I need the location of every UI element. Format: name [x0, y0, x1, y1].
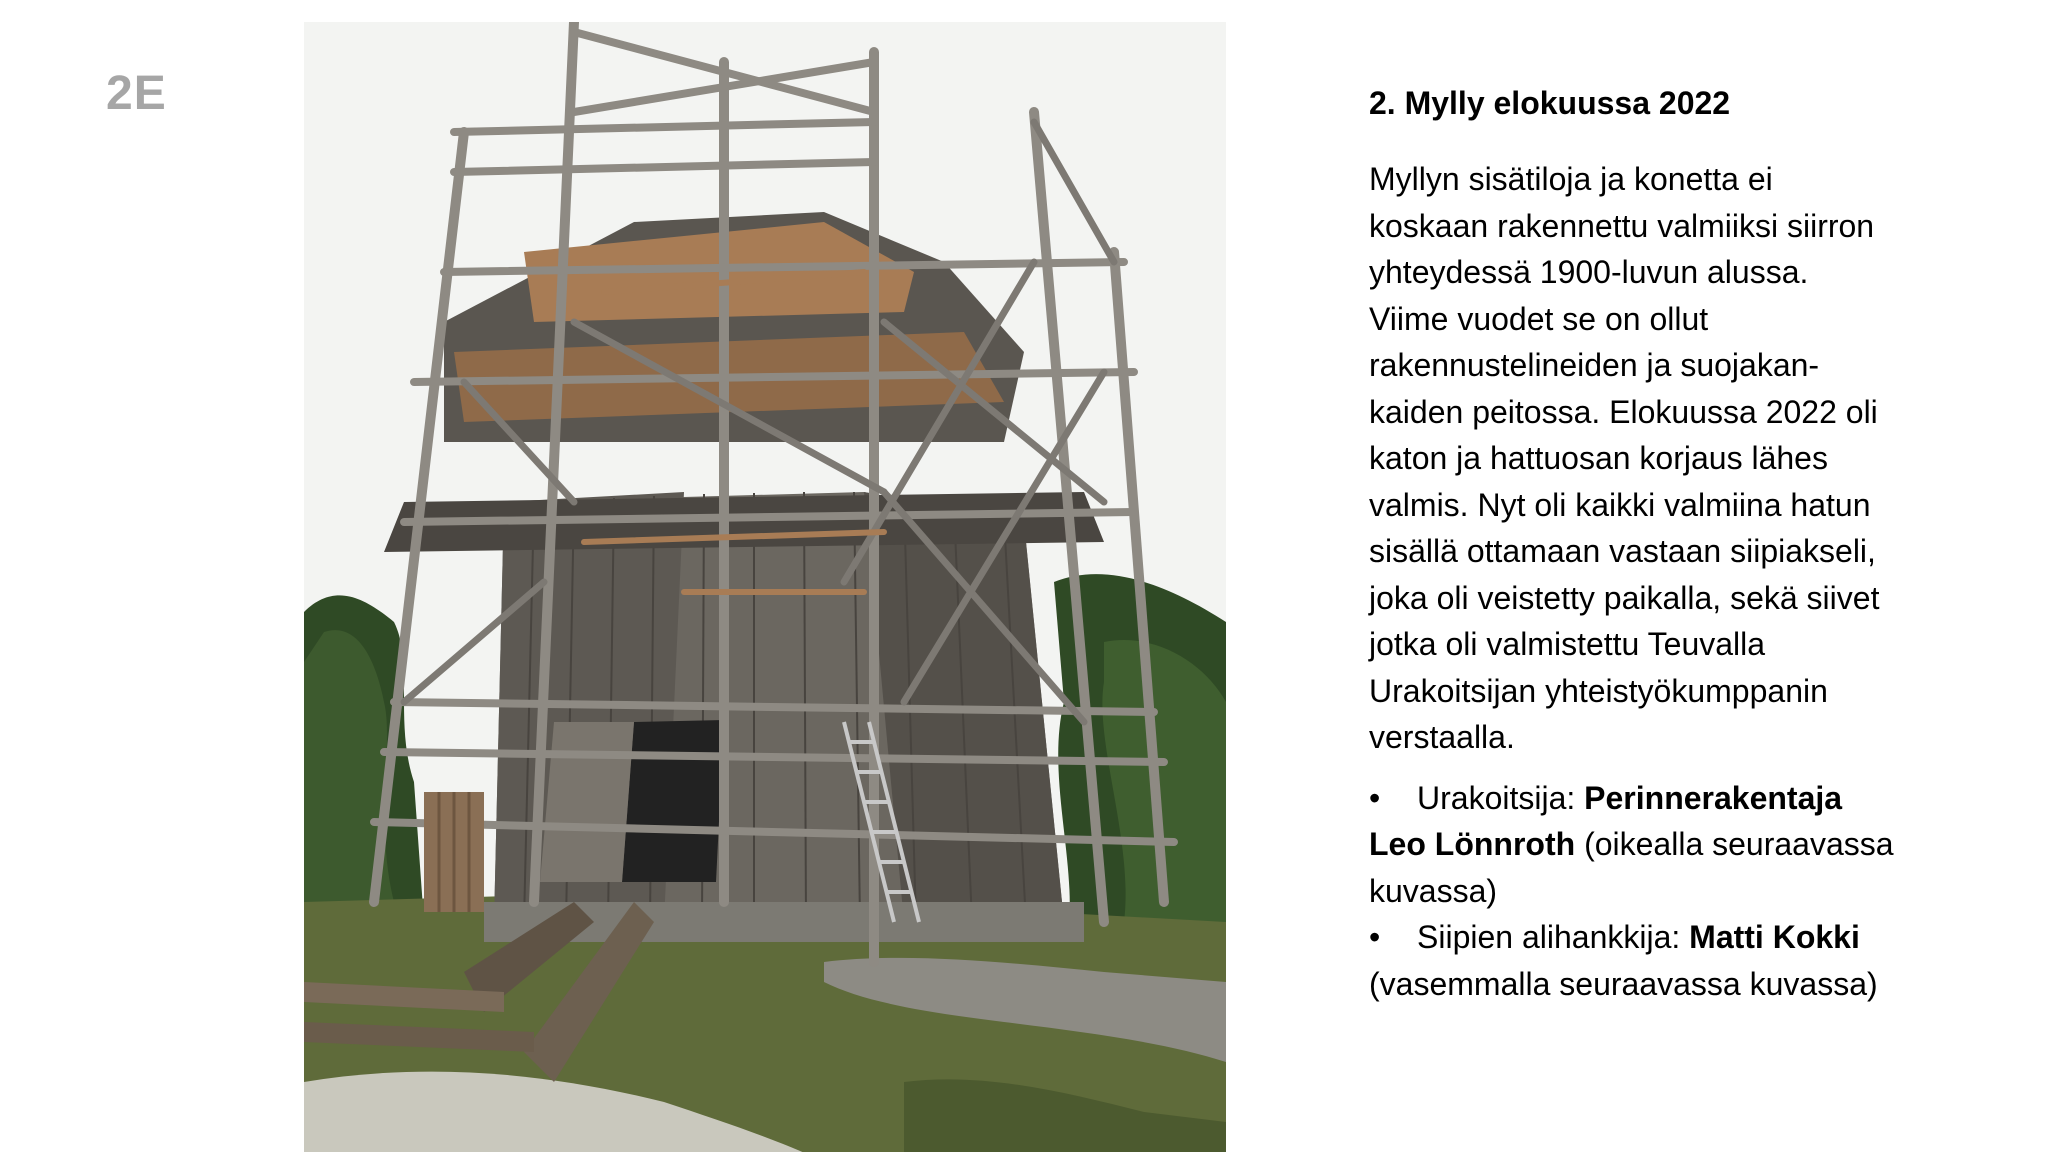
body-line: valmis. Nyt oli kaikki valmiina hatun	[1369, 486, 1871, 523]
body-line: yhteydessä 1900-luvun alussa.	[1369, 254, 1809, 290]
body-line: kaiden peitossa. Elokuussa 2022 oli	[1369, 393, 1878, 430]
bullet-label: Urakoitsija:	[1417, 779, 1585, 816]
slide-number: 2E	[106, 67, 167, 120]
windmill-scaffold-illustration	[304, 22, 1226, 1152]
body-line: katon ja hattuosan korjaus lähes	[1369, 440, 1828, 476]
body-line: sisällä ottamaan vastaan siipiakseli,	[1369, 533, 1876, 569]
body-line: Viime vuodet se on ollut	[1369, 300, 1709, 337]
body-line: Myllyn sisätiloja ja konetta ei	[1369, 161, 1773, 197]
contractor-name: Leo Lönnroth	[1369, 826, 1576, 862]
bullet-item-contractor-cont2: kuvassa)	[1369, 872, 1498, 909]
body-line: verstaalla.	[1369, 719, 1515, 755]
body-line: jotka oli valmistettu Teuvalla	[1369, 626, 1766, 662]
bullet-item-contractor	[1369, 775, 1989, 822]
bullet-item-subcontractor-cont: (vasemmalla seuraavassa kuvassa)	[1369, 965, 1878, 1002]
bullet-rest: (oikealla seuraavassa	[1575, 826, 1894, 862]
text-panel	[1369, 80, 1989, 1007]
bullet-label: Siipien alihankkija:	[1417, 919, 1690, 955]
contractor-title: Perinnerakentaja	[1584, 779, 1843, 816]
body-line: rakennustelineiden ja suojakan-	[1369, 347, 1820, 383]
body-line: Urakoitsijan yhteistyökumppanin	[1369, 672, 1828, 709]
subcontractor-name: Matti Kokki	[1689, 919, 1860, 955]
slide-title: 2. Mylly elokuussa 2022	[1369, 85, 1731, 121]
bullet-marker: •	[1369, 779, 1381, 816]
windmill-photo	[304, 22, 1226, 1152]
body-line: koskaan rakennettu valmiiksi siirron	[1369, 207, 1875, 244]
body-line: joka oli veistetty paikalla, sekä siivet	[1369, 579, 1880, 616]
body-paragraph	[1369, 156, 1989, 761]
bullet-item-subcontractor	[1369, 914, 1989, 961]
bullet-item-contractor-cont	[1369, 821, 1989, 868]
bullet-marker: •	[1369, 919, 1381, 955]
bullet-list	[1369, 775, 1989, 1008]
